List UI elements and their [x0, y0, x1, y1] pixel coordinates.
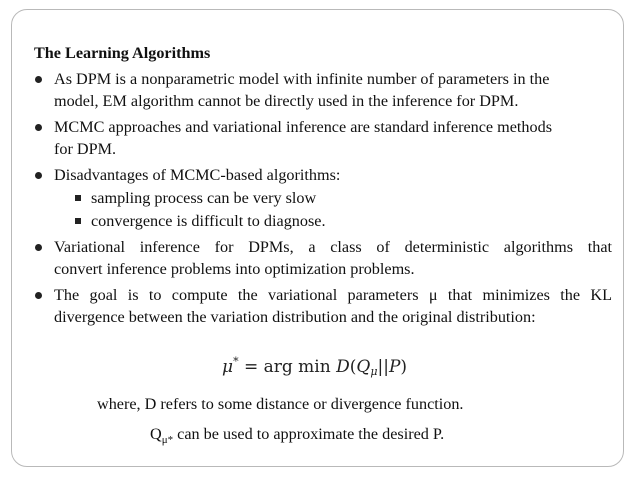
where-text: where, D refers to some distance or divergence function.: [97, 395, 464, 413]
sub-bullet-text: convergence is difficult to diagnose.: [91, 212, 326, 230]
bullet-text: divergence between the variation distribution and the original distribution:: [54, 308, 536, 326]
bullet-text: The goal is to compute the variational parameters μ that minimizes the KL: [54, 286, 612, 304]
formula-equals: =: [243, 357, 259, 377]
slide-title: The Learning Algorithms: [34, 44, 211, 62]
q-line-text: can be used to approximate the desired P.: [173, 425, 445, 443]
formula-q-subscript: μ: [370, 365, 378, 378]
formula-p: P: [388, 357, 401, 377]
bullet-text: for DPM.: [54, 140, 117, 158]
bullet-text: MCMC approaches and variational inference are standard inference methods: [54, 118, 553, 136]
bullet-dot-icon: [35, 292, 42, 299]
square-bullet-icon: [75, 195, 81, 201]
bullet-item: [34, 68, 612, 112]
formula-norm: ||: [377, 357, 389, 377]
square-bullet-icon: [75, 218, 81, 224]
bullet-dot-icon: [35, 244, 42, 251]
q-subscript: μ*: [161, 434, 174, 446]
bullet-item: [34, 116, 612, 160]
formula-mu: μ: [222, 357, 234, 377]
bullet-dot-icon: [35, 76, 42, 83]
q-approx-line: [150, 425, 444, 446]
bullet-text: Variational inference for DPMs, a class of deterministic algorithms that: [54, 238, 612, 256]
formula-close-paren: ): [400, 357, 408, 377]
bullet-dot-icon: [35, 124, 42, 131]
bullet-text: Disadvantages of MCMC-based algorithms:: [54, 166, 341, 184]
q-symbol: Q: [150, 425, 162, 443]
formula-open-paren: (: [349, 357, 357, 377]
bullet-item: [34, 164, 612, 186]
bullet-item: [34, 284, 612, 328]
formula-d: D: [336, 357, 350, 377]
formula-star: *: [233, 355, 239, 368]
bullet-text: convert inference problems into optimization problems.: [54, 260, 415, 278]
bullet-item: [34, 236, 612, 280]
bullet-dot-icon: [35, 172, 42, 179]
formula: [222, 355, 407, 378]
bullet-text: As DPM is a nonparametric model with infinite number of parameters in the: [54, 70, 550, 88]
formula-argmin: arg min: [263, 357, 331, 377]
slide-content: [34, 42, 612, 332]
sub-bullet-item: [34, 210, 612, 232]
sub-bullet-text: sampling process can be very slow: [91, 189, 317, 207]
formula-q: Q: [356, 357, 371, 377]
bullet-text: model, EM algorithm cannot be directly used in the inference for DPM.: [54, 92, 519, 110]
sub-bullet-item: [34, 187, 612, 209]
